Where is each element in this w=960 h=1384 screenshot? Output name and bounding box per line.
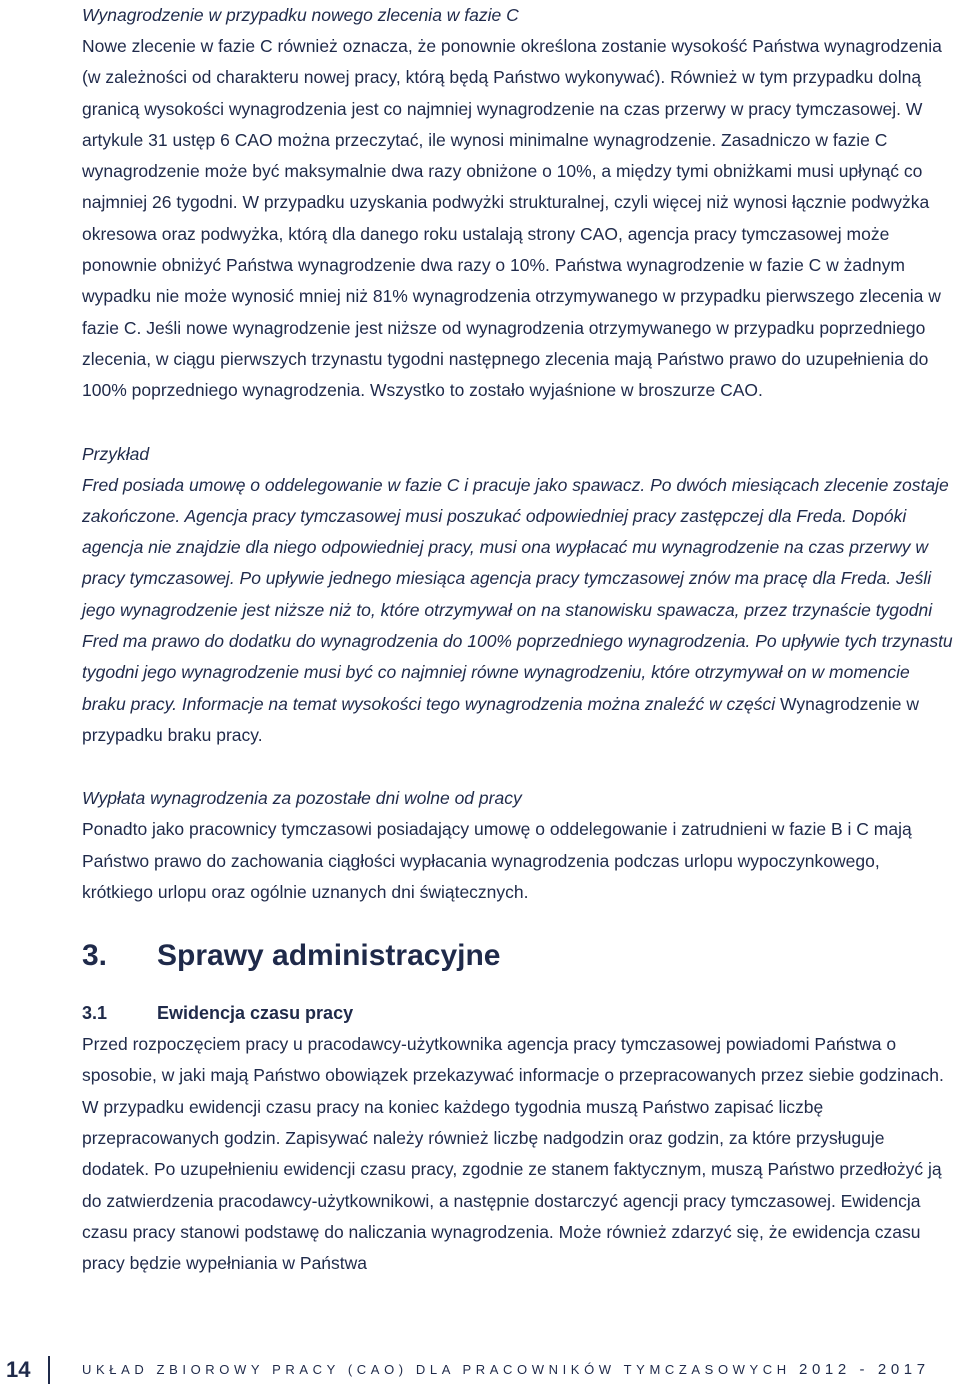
- running-title-years: 2012 - 2017: [799, 1361, 930, 1378]
- page-footer: [0, 1356, 960, 1384]
- section-number: 3.1: [82, 1003, 108, 1024]
- example-tail-text: Wynagrodzenie w przypadku braku pracy.: [82, 693, 919, 745]
- section-title: Ewidencja czasu pracy: [157, 1003, 354, 1024]
- footer-divider: [48, 1356, 50, 1384]
- subhead-example: Przykład: [82, 443, 150, 464]
- page-number: 14: [6, 1357, 31, 1382]
- example-italic-text: Fred posiada umowę o oddelegowanie w fazie C i pracuje jako spawacz. Po dwóch miesiącach zlecenie zostaje zakończone. Agencja pracy tymczasowej musi poszukać odpowiedniej pracy zastępczej dla Freda. Dopóki agencja nie znajdzie dla niego odpowiedniej pracy, musi ona wypłacać mu wynagrodzenie na czas przerwy w pracy tymczasowej. Po upływie jednego miesiąca agencja pracy tymczasowej znów ma pracę dla Freda. Jeśli jego wynagrodzenie jest niższe niż to, które otrzymywał on na stanowisku spawacza, przez trzynaście tygodni Fred ma prawo do dodatku do wynagrodzenia do 100% poprzedniego wynagrodzenia. Po upływie tych trzynastu tygodni jego wynagrodzenie musi być co najmniej równe wynagrodzeniu, które otrzymywał on w momencie braku pracy. Informacje na temat wysokości tego wynagrodzenia można znaleźć w części: [82, 474, 953, 714]
- section-heading: [82, 998, 954, 1029]
- paragraph-example: [82, 470, 954, 752]
- chapter-title: Sprawy administracyjne: [157, 939, 501, 973]
- running-title-text: UKŁAD ZBIOROWY PRACY (CAO) DLA PRACOWNIKÓW TYMCZASOWYCH: [82, 1362, 791, 1377]
- running-title: [82, 1360, 930, 1380]
- chapter-number: 3.: [82, 939, 108, 973]
- paragraph-phase-c: Nowe zlecenie w fazie C również oznacza, że ponownie określona zostanie wysokość Państwa wynagrodzenia (w zależności od charakteru nowej pracy, którą będą Państwo wykonywać). Również w tym przypadku dolną granicą wysokości wynagrodzenia jest co najmniej wynagrodzenie na czas przerwy w pracy tymczasowej. W artykule 31 ustęp 6 CAO można przeczytać, ile wynosi minimalne wynagrodzenie. Zasadniczo w fazie C wynagrodzenie może być maksymalnie dwa razy obniżone o 10%, a między tymi obniżkami musi upłynąć co najmniej 26 tygodni. W przypadku uzyskania podwyżki strukturalnej, czyli więcej niż wynosi łącznie podwyżka okresowa oraz podwyżka, którą dla danego roku ustalają strony CAO, agencja pracy tymczasowej może ponownie obniżyć Państwa wynagrodzenie dwa razy o 10%. Państwa wynagrodzenie w fazie C w żadnym wypadku nie może wynosić mniej niż 81% wynagrodzenia otrzymywanego w przypadku pierwszego zlecenia w fazie C. Jeśli nowe wynagrodzenie jest niższe od wynagrodzenia otrzymywanego w przypadku poprzedniego zlecenia, w ciągu pierwszych trzynastu tygodni następnego zlecenia mają Państwo prawo do uzupełnienia do 100% poprzedniego wynagrodzenia. Wszystko to zostało wyjaśnione w broszurze CAO.: [82, 36, 942, 401]
- paragraph-holiday-pay: Ponadto jako pracownicy tymczasowi posiadający umowę o oddelegowanie i zatrudnieni w fazie B i C mają Państwo prawo do zachowania ciągłości wypłacania wynagrodzenia podczas urlopu wypoczynkowego, krótkiego urlopu oraz ogólnie uznanych dni świątecznych.: [82, 819, 912, 902]
- paragraph-time-records: Przed rozpoczęciem pracy u pracodawcy-użytkownika agencja pracy tymczasowej powiadomi Państwa o sposobie, w jaki mają Państwo obowiązek przekazywać informacje o przepracowanych przez siebie godzinach. W przypadku ewidencji czasu pracy na koniec każdego tygodnia muszą Państwo zapisać liczbę przepracowanych godzin. Zapisywać należy również liczbę nadgodzin oraz godzin, za które przysługuje dodatek. Po uzupełnieniu ewidencji czasu pracy, zgodnie ze stanem faktycznym, muszą Państwo przedłożyć ją do zatwierdzenia pracodawcy-użytkownikowi, a następnie dostarczyć agencji pracy tymczasowej. Ewidencja czasu pracy stanowi podstawę do naliczania wynagrodzenia. Może również zdarzyć się, że ewidencja czasu pracy będzie wypełniania w Państwa: [82, 1034, 944, 1274]
- subhead-phase-c-new-assignment: Wynagrodzenie w przypadku nowego zlecenia w fazie C: [82, 5, 519, 25]
- chapter-heading: [82, 936, 954, 976]
- subhead-holiday-pay: Wypłata wynagrodzenia za pozostałe dni wolne od pracy: [82, 788, 522, 809]
- document-page: [82, 0, 954, 1280]
